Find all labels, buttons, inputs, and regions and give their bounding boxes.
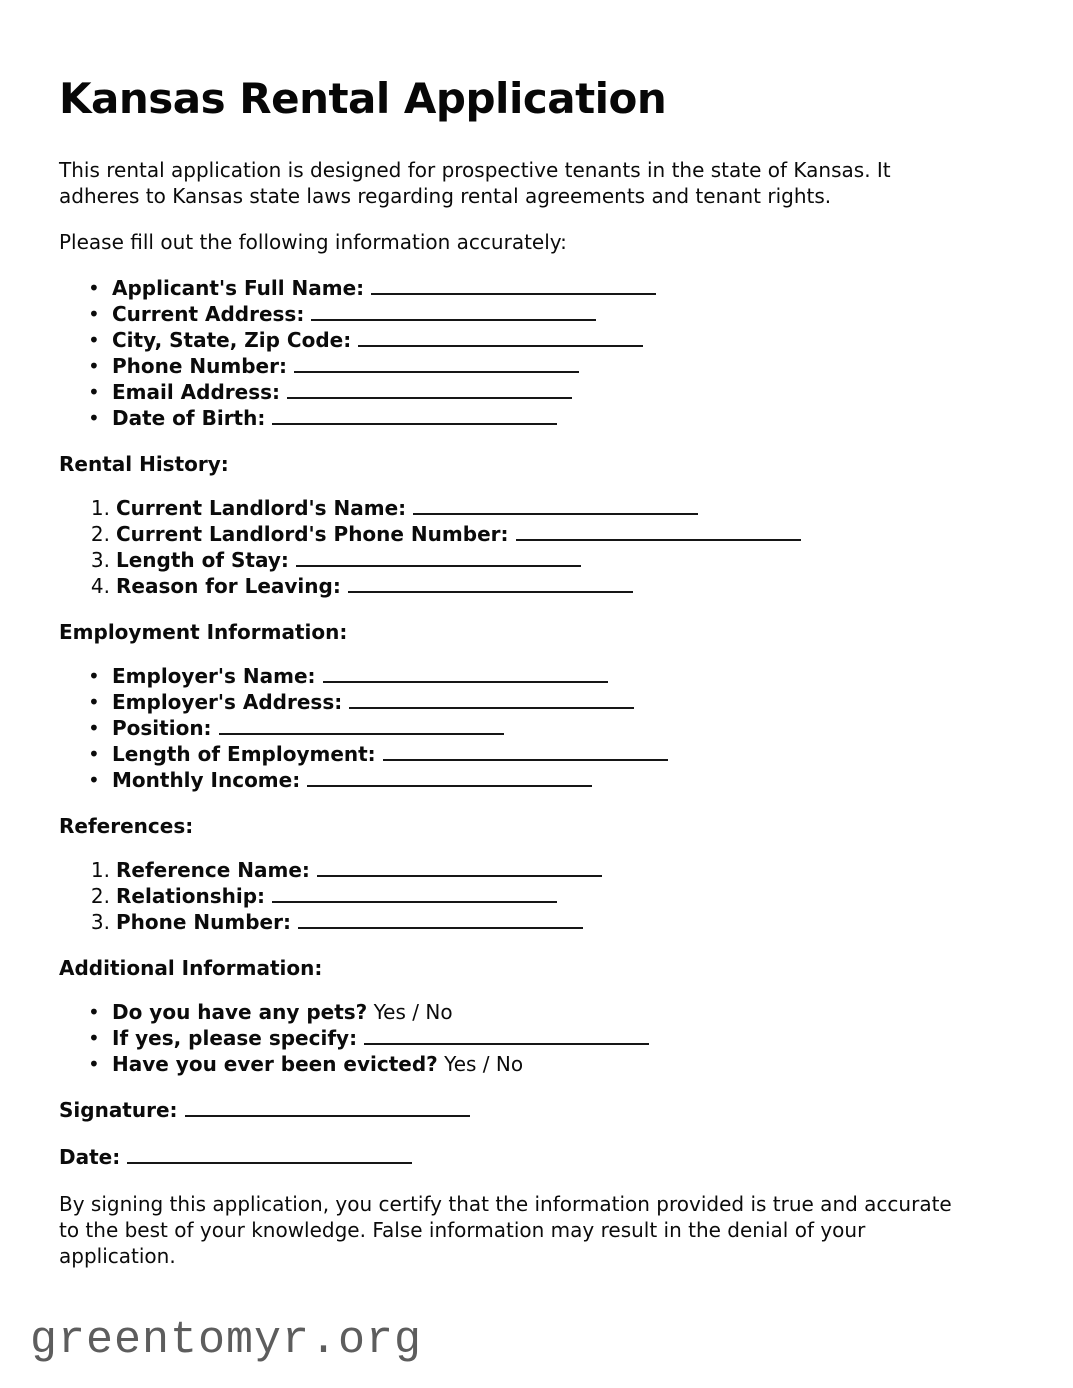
rental-history-list bbox=[88, 495, 1013, 599]
blank-line bbox=[272, 884, 557, 903]
references-list bbox=[88, 857, 1013, 935]
rental-history-heading: Rental History: bbox=[59, 452, 229, 476]
references-heading: References: bbox=[59, 814, 194, 838]
intro-paragraph bbox=[59, 157, 1013, 209]
certification-paragraph bbox=[59, 1191, 1013, 1269]
date-label: Date: bbox=[59, 1145, 121, 1169]
bullet-icon: • bbox=[88, 690, 100, 714]
bullet-icon: • bbox=[88, 328, 100, 352]
employment-list bbox=[88, 663, 1013, 793]
applicant-fields-list bbox=[88, 275, 1013, 431]
field-row-email-address bbox=[88, 379, 1013, 405]
blank-line bbox=[349, 690, 634, 709]
field-label: Employer's Name: bbox=[112, 664, 316, 688]
field-row-landlord-phone bbox=[88, 521, 1013, 547]
bullet-icon: • bbox=[88, 1026, 100, 1050]
blank-line bbox=[516, 522, 801, 541]
field-row-reference-name bbox=[88, 857, 1013, 883]
field-row-relationship bbox=[88, 883, 1013, 909]
field-row-evicted bbox=[88, 1051, 1013, 1077]
blank-line bbox=[358, 328, 643, 347]
field-label: Monthly Income: bbox=[112, 768, 301, 792]
field-label: If yes, please specify: bbox=[112, 1026, 358, 1050]
list-number: 2. bbox=[90, 522, 110, 546]
field-row-city-state-zip bbox=[88, 327, 1013, 353]
field-label: Phone Number: bbox=[116, 910, 291, 934]
list-number: 3. bbox=[90, 548, 110, 572]
blank-line bbox=[311, 302, 596, 321]
field-label: Employer's Address: bbox=[112, 690, 343, 714]
field-label: Current Landlord's Name: bbox=[116, 496, 407, 520]
field-row-landlord-name bbox=[88, 495, 1013, 521]
date-row bbox=[59, 1144, 1013, 1170]
field-label: Reference Name: bbox=[116, 858, 310, 882]
signature-blank-line bbox=[185, 1098, 470, 1117]
intro-line: This rental application is designed for prospective tenants in the state of Kansas. It bbox=[59, 158, 891, 182]
field-label: City, State, Zip Code: bbox=[112, 328, 352, 352]
certification-line: application. bbox=[59, 1244, 176, 1268]
bullet-icon: • bbox=[88, 768, 100, 792]
field-label: Have you ever been evicted? bbox=[112, 1052, 438, 1076]
field-row-reason-for-leaving bbox=[88, 573, 1013, 599]
blank-line bbox=[307, 768, 592, 787]
field-label: Phone Number: bbox=[112, 354, 287, 378]
field-label: Current Address: bbox=[112, 302, 305, 326]
field-row-full-name bbox=[88, 275, 1013, 301]
certification-line: to the best of your knowledge. False information may result in the denial of your bbox=[59, 1218, 866, 1242]
field-label: Reason for Leaving: bbox=[116, 574, 341, 598]
page-title: Kansas Rental Application bbox=[59, 74, 667, 123]
blank-line bbox=[294, 354, 579, 373]
field-row-current-address bbox=[88, 301, 1013, 327]
field-row-length-of-employment bbox=[88, 741, 1013, 767]
blank-line bbox=[323, 664, 608, 683]
field-row-monthly-income bbox=[88, 767, 1013, 793]
intro-line: adheres to Kansas state laws regarding rental agreements and tenant rights. bbox=[59, 184, 832, 208]
blank-line bbox=[317, 858, 602, 877]
bullet-icon: • bbox=[88, 380, 100, 404]
list-number: 2. bbox=[90, 884, 110, 908]
field-row-phone-number bbox=[88, 353, 1013, 379]
field-label: Email Address: bbox=[112, 380, 281, 404]
field-label: Length of Employment: bbox=[112, 742, 376, 766]
field-label: Do you have any pets? bbox=[112, 1000, 368, 1024]
field-row-employer-name bbox=[88, 663, 1013, 689]
field-row-pets-specify bbox=[88, 1025, 1013, 1051]
employment-heading: Employment Information: bbox=[59, 620, 348, 644]
field-row-pets bbox=[88, 999, 1013, 1025]
additional-info-heading: Additional Information: bbox=[59, 956, 323, 980]
field-label: Position: bbox=[112, 716, 212, 740]
bullet-icon: • bbox=[88, 406, 100, 430]
bullet-icon: • bbox=[88, 742, 100, 766]
field-row-position bbox=[88, 715, 1013, 741]
field-label: Date of Birth: bbox=[112, 406, 266, 430]
bullet-icon: • bbox=[88, 716, 100, 740]
field-row-reference-phone bbox=[88, 909, 1013, 935]
field-row-length-of-stay bbox=[88, 547, 1013, 573]
blank-line bbox=[364, 1026, 649, 1045]
blank-line bbox=[348, 574, 633, 593]
bullet-icon: • bbox=[88, 276, 100, 300]
blank-line bbox=[219, 716, 504, 735]
list-number: 3. bbox=[90, 910, 110, 934]
field-label: Applicant's Full Name: bbox=[112, 276, 365, 300]
blank-line bbox=[298, 910, 583, 929]
blank-line bbox=[383, 742, 668, 761]
list-number: 1. bbox=[90, 858, 110, 882]
field-label: Length of Stay: bbox=[116, 548, 289, 572]
field-label: Relationship: bbox=[116, 884, 266, 908]
yes-no-choice: Yes / No bbox=[444, 1052, 524, 1076]
bullet-icon: • bbox=[88, 1000, 100, 1024]
bullet-icon: • bbox=[88, 664, 100, 688]
additional-info-list bbox=[88, 999, 1013, 1077]
blank-line bbox=[413, 496, 698, 515]
list-number: 4. bbox=[90, 574, 110, 598]
bullet-icon: • bbox=[88, 1052, 100, 1076]
field-row-employer-address bbox=[88, 689, 1013, 715]
instruction-text: Please fill out the following information accurately: bbox=[59, 230, 567, 254]
blank-line bbox=[296, 548, 581, 567]
list-number: 1. bbox=[90, 496, 110, 520]
field-label: Current Landlord's Phone Number: bbox=[116, 522, 509, 546]
signature-row bbox=[59, 1097, 1013, 1123]
blank-line bbox=[287, 380, 572, 399]
certification-line: By signing this application, you certify that the information provided is true and accurate bbox=[59, 1192, 952, 1216]
yes-no-choice: Yes / No bbox=[373, 1000, 453, 1024]
bullet-icon: • bbox=[88, 354, 100, 378]
blank-line bbox=[371, 276, 656, 295]
blank-line bbox=[272, 406, 557, 425]
date-blank-line bbox=[127, 1145, 412, 1164]
watermark-text: greentomyr.org bbox=[30, 1315, 423, 1366]
signature-label: Signature: bbox=[59, 1098, 178, 1122]
bullet-icon: • bbox=[88, 302, 100, 326]
field-row-date-of-birth bbox=[88, 405, 1013, 431]
